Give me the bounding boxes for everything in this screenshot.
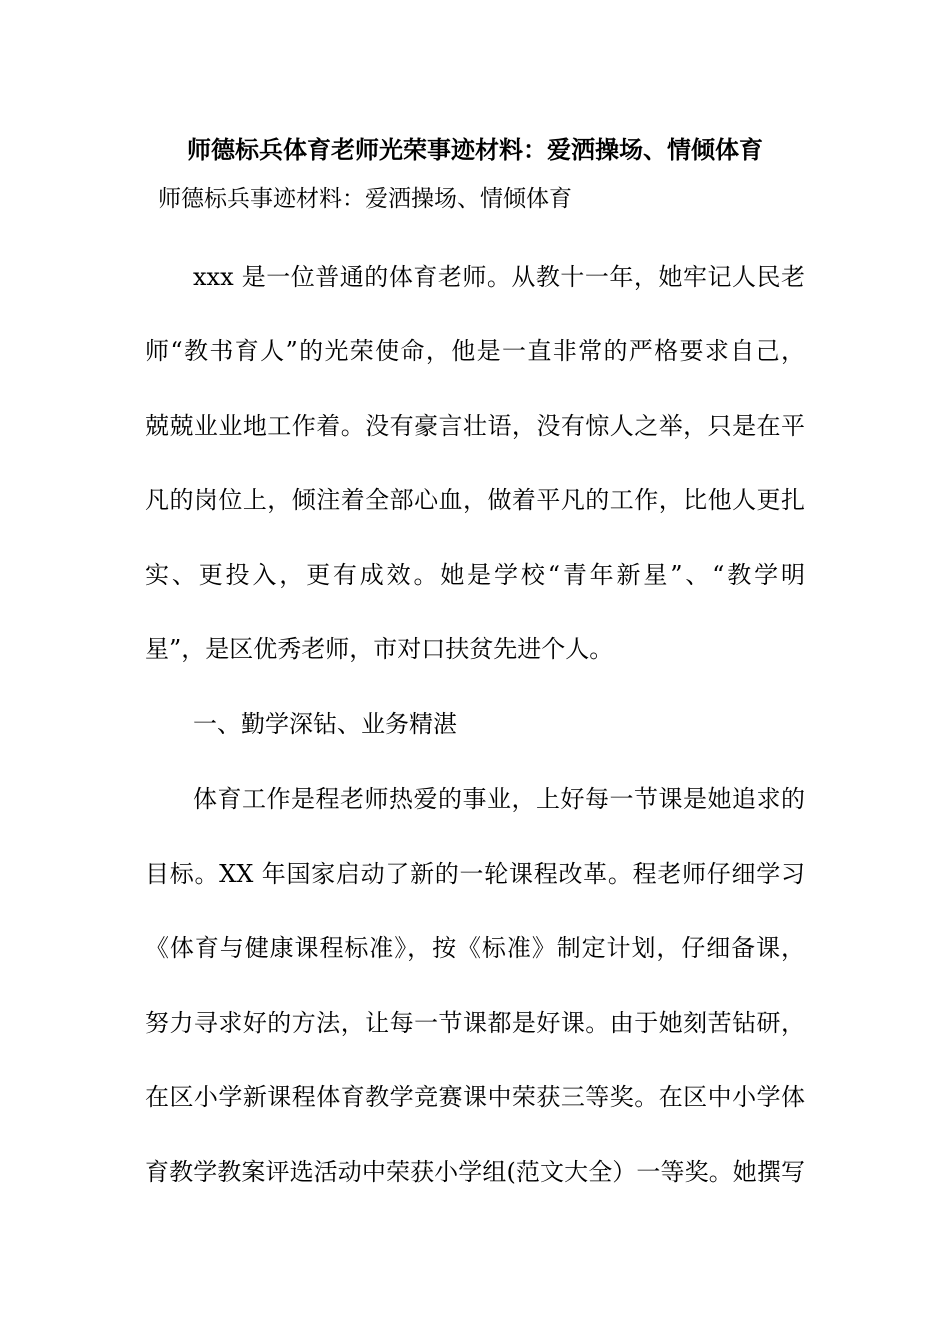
paragraph-2-line-3: 《体育与健康课程标准》，按《标准》制定计划，仔细备课， — [145, 934, 805, 962]
paragraph-1-line-6: 星”，是区优秀老师，市对口扶贫先进个人。 — [145, 635, 614, 663]
section-1-heading: 一、勤学深钻、业务精湛 — [193, 710, 457, 738]
paragraph-1-line-3: 兢兢业业地工作着。没有豪言壮语，没有惊人之举，只是在平 — [145, 412, 805, 440]
paragraph-2-line-5: 在区小学新课程体育教学竞赛课中荣获三等奖。在区中小学体 — [145, 1083, 805, 1111]
paragraph-1-line-4: 凡的岗位上，倾注着全部心血，做着平凡的工作，比他人更扎 — [145, 486, 805, 514]
paragraph-2-line-1: 体育工作是程老师热爱的事业，上好每一节课是她追求的 — [193, 785, 805, 813]
paragraph-1-line-1: xxx 是一位普通的体育老师。从教十一年，她牢记人民老 — [193, 263, 805, 291]
paragraph-2-line-4: 努力寻求好的方法，让每一节课都是好课。由于她刻苦钻研， — [145, 1009, 805, 1037]
paragraph-2-line-6: 育教学教案评选活动中荣获小学组(范文大全）一等奖。她撰写 — [145, 1158, 805, 1186]
paragraph-1-line-2: 师“教书育人”的光荣使命，他是一直非常的严格要求自己， — [145, 337, 805, 365]
paragraph-2-line-2: 目标。XX 年国家启动了新的一轮课程改革。程老师仔细学习 — [145, 860, 805, 888]
document-title: 师德标兵体育老师光荣事迹材料：爱洒操场、情倾体育 — [187, 136, 763, 164]
document-subtitle: 师德标兵事迹材料：爱洒操场、情倾体育 — [158, 186, 572, 212]
paragraph-1-line-5: 实、更投入，更有成效。她是学校“青年新星”、“教学明 — [145, 561, 805, 589]
